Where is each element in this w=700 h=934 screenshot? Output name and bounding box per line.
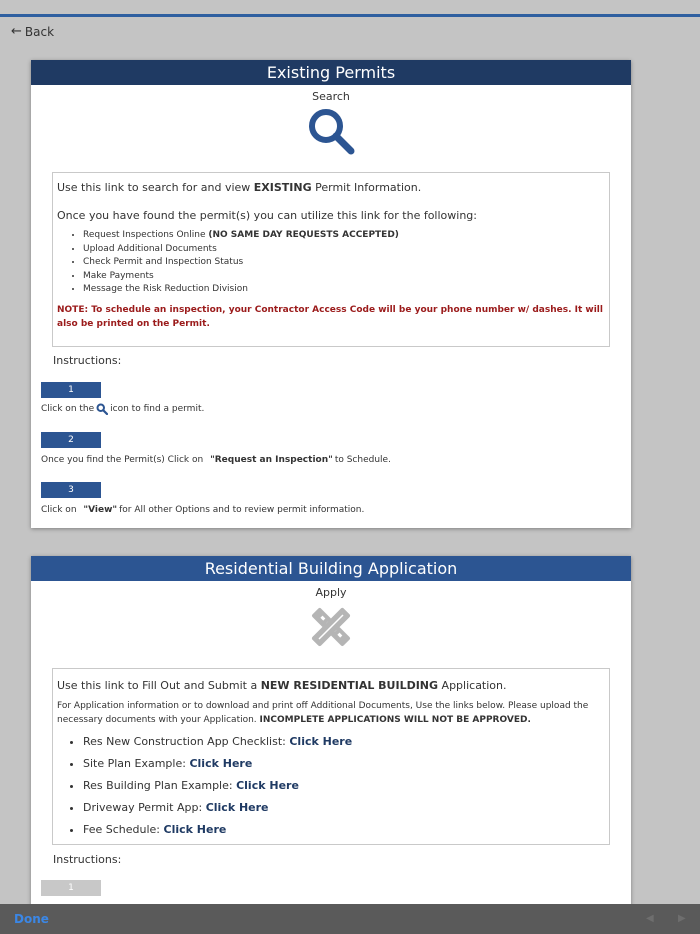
existing-lead-2: Once you have found the permit(s) you can utilize this link for the following: — [57, 209, 477, 222]
existing-permits-info — [52, 172, 610, 347]
step-1-button[interactable]: 1 — [41, 382, 101, 398]
checklist-link[interactable]: Click Here — [289, 735, 353, 748]
search-action-label[interactable]: Search — [312, 90, 350, 103]
residential-title: Residential Building Application — [31, 556, 631, 581]
step-3-text: Click on "View" for All other Options and to review permit information. — [41, 505, 365, 515]
existing-bullet-list — [83, 229, 605, 297]
residential-info — [52, 668, 610, 845]
pencil-ruler-icon[interactable] — [307, 603, 355, 651]
search-icon[interactable] — [307, 107, 355, 155]
list-item: • Check Permit and Inspection Status — [83, 256, 605, 270]
residential-para: For Application information or to download and print off Additional Documents, Use the links below. Please upload the necessary documents with your Application. INCOMPLETE APPLICATIONS WILL NOT BE APPROVED. — [57, 701, 589, 725]
step-2-text: Once you find the Permit(s) Click on "Request an Inspection" to Schedule. — [41, 455, 391, 465]
residential-link-list — [83, 731, 605, 841]
step-1-button[interactable]: 1 — [41, 880, 101, 896]
list-item: • Res Building Plan Example: Click Here — [83, 775, 605, 797]
inspection-note: NOTE: To schedule an inspection, your Contractor Access Code will be your phone number w/ dashes. It will also be printed on the Permit. — [57, 304, 603, 329]
existing-lead: Use this link to search for and view EXISTING Permit Information. — [57, 181, 422, 194]
residential-lead: Use this link to Fill Out and Submit a NEW RESIDENTIAL BUILDING Application. — [57, 679, 507, 692]
step-1-text: Click on the icon to find a permit. — [41, 404, 205, 414]
building-plan-link[interactable]: Click Here — [236, 779, 299, 792]
site-plan-link[interactable]: Click Here — [189, 757, 253, 770]
list-item: • Request Inspections Online (NO SAME DAY REQUESTS ACCEPTED) — [83, 229, 605, 243]
fee-schedule-link[interactable]: Click Here — [163, 823, 227, 836]
existing-permits-card — [31, 60, 631, 528]
back-arrow-icon: ← — [11, 24, 22, 39]
driveway-permit-link[interactable]: Click Here — [205, 801, 269, 814]
apply-action-label[interactable]: Apply — [315, 586, 347, 599]
search-icon — [96, 403, 108, 415]
list-item: • Make Payments — [83, 270, 605, 284]
top-rule — [0, 0, 700, 17]
list-item: • Driveway Permit App: Click Here — [83, 797, 605, 819]
back-label: Back — [24, 24, 55, 39]
list-item: • Message the Risk Reduction Division — [83, 283, 605, 297]
residential-application-card — [31, 556, 631, 916]
done-button[interactable]: Done — [14, 912, 49, 926]
bottom-toolbar — [0, 904, 700, 934]
list-item: • Res New Construction App Checklist: Click Here — [83, 731, 605, 753]
back-link[interactable] — [11, 24, 54, 39]
list-item: • Upload Additional Documents — [83, 243, 605, 257]
list-item: • Fee Schedule: Click Here — [83, 819, 605, 841]
step-2-button[interactable]: 2 — [41, 432, 101, 448]
step-3-button[interactable]: 3 — [41, 482, 101, 498]
next-arrow-icon[interactable]: ▶ — [678, 913, 686, 924]
instructions-label: Instructions: — [53, 354, 122, 367]
previous-arrow-icon[interactable]: ◀ — [646, 913, 654, 924]
instructions-label: Instructions: — [53, 853, 122, 866]
existing-permits-title: Existing Permits — [31, 60, 631, 85]
list-item: • Site Plan Example: Click Here — [83, 753, 605, 775]
